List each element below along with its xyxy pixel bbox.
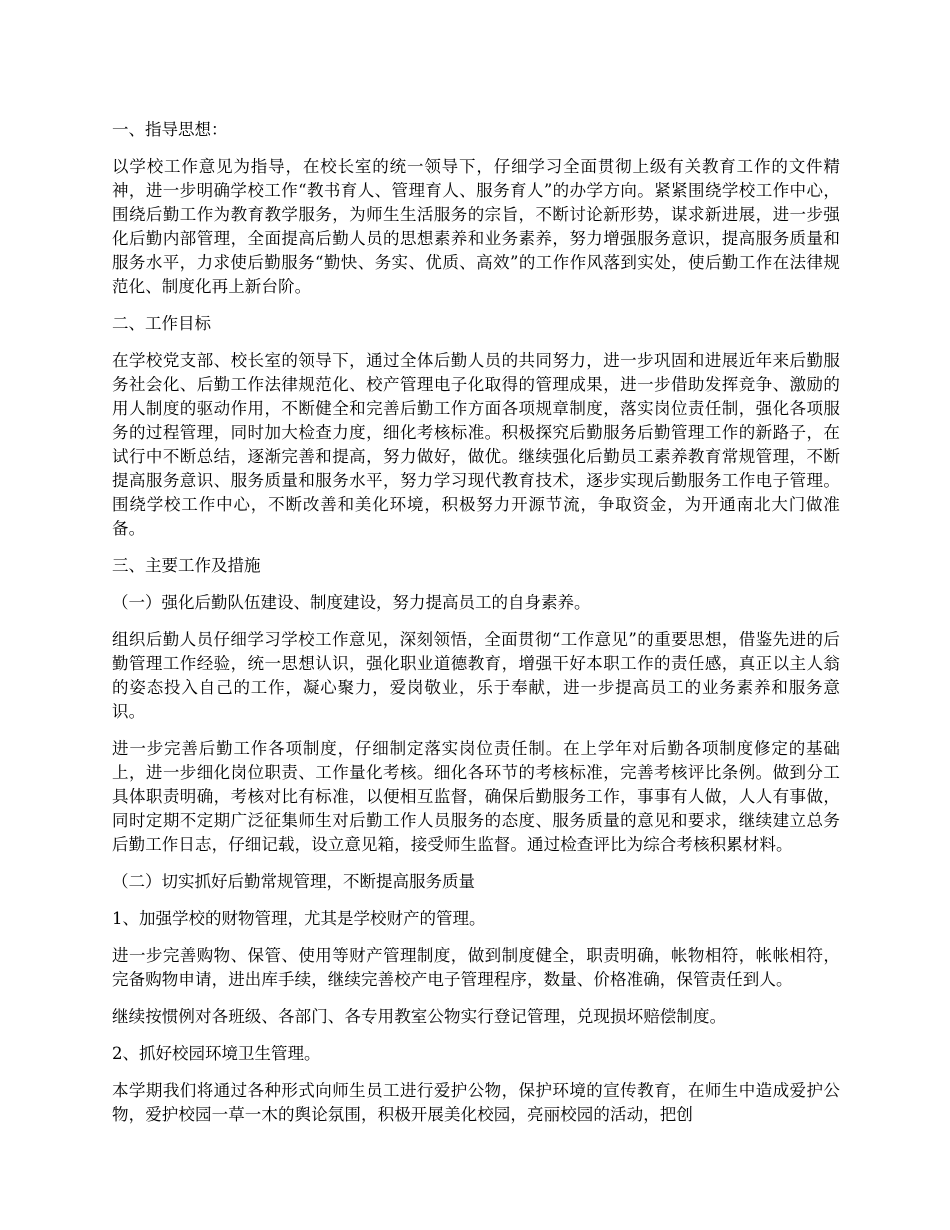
item-heading-property-management: 1、加强学校的财物管理，尤其是学校财产的管理。	[112, 909, 486, 928]
item-heading-environment: 2、抓好校园环境卫生管理。	[112, 1044, 321, 1063]
paragraph-work-goals: 在学校党支部、校长室的领导下，通过全体后勤人员的共同努力，进一步巩固和进展近年来后勤服务社会化、后勤工作法律规范化、校产管理电子化取得的管理成果，进一步借助发挥竞争、激励的用人制度的驱动作用，不断健全和完善后勤工作方面各项规章制度，落实岗位责任制，强化各项服务的过程管理，同时加大检查力度，细化考核标准。积极探究后勤服务后勤管理工作的新路子，在试行中不断总结，逐渐完善和提高，努力做好，做优。继续强化后勤员工素养教育常规管理，不断提高服务意识、服务质量和服务水平，努力学习现代教育技术，逐步实现后勤服务工作电子管理。围绕学校工作中心，不断改善和美化环境，积极努力开源节流，争取资金，为开通南北大门做准备。	[112, 351, 840, 538]
subsection-heading-team-building: （一）强化后勤队伍建设、制度建设，努力提高员工的自身素养。	[112, 593, 591, 612]
section-heading-work-goals: 二、工作目标	[112, 314, 211, 333]
section-heading-guiding-thought: 一、指导思想：	[112, 120, 228, 139]
subsection-heading-routine-management: （二）切实抓好后勤常规管理，不断提高服务质量	[112, 872, 475, 891]
paragraph-team-study: 组织后勤人员仔细学习学校工作意见，深刻领悟，全面贯彻“工作意见”的重要思想，借鉴先进的后勤管理工作经验，统一思想认识，强化职业道德教育，增强干好本职工作的责任感，真正以主人翁的姿态投入自己的工作，凝心聚力，爱岗敬业，乐于奉献，进一步提高员工的业务素养和服务意识。	[112, 630, 840, 721]
paragraph-environment: 本学期我们将通过各种形式向师生员工进行爱护公物，保护环境的宣传教育，在师生中造成爱护公物，爱护校园一草一木的舆论氛围，积极开展美化校园，亮丽校园的活动，把创	[112, 1081, 840, 1124]
document-page	[112, 118, 840, 1140]
paragraph-system-improvement: 进一步完善后勤工作各项制度，仔细制定落实岗位责任制。在上学年对后勤各项制度修定的基础上，进一步细化岗位职责、工作量化考核。细化各环节的考核标准，完善考核评比条例。做到分工具体职责明确，考核对比有标准，以便相互监督，确保后勤服务工作，事事有人做，人人有事做，同时定期不定期广泛征集师生对后勤工作人员服务的态度、服务质量的意见和要求，继续建立总务后勤工作日志，仔细记载，设立意见箱，接受师生监督。通过检查评比为综合考核积累材料。	[112, 739, 840, 854]
paragraph-guiding-thought: 以学校工作意见为指导，在校长室的统一领导下，仔细学习全面贯彻上级有关教育工作的文件精神，进一步明确学校工作“教书育人、管理育人、服务育人”的办学方向。紧紧围绕学校工作中心，围绕后勤工作为教育教学服务，为师生生活服务的宗旨，不断讨论新形势，谋求新进展，进一步强化后勤内部管理，全面提高后勤人员的思想素养和业务素养，努力增强服务意识，提高服务质量和服务水平，力求使后勤服务“勤快、务实、优质、高效”的工作作风落到实处，使后勤工作在法律规范化、制度化再上新台阶。	[112, 157, 840, 296]
paragraph-property-rules: 进一步完善购物、保管、使用等财产管理制度，做到制度健全，职责明确，帐物相符，帐帐相符，完备购物申请，进出库手续，继续完善校产电子管理程序，数量、价格准确，保管责任到人。	[112, 946, 840, 989]
section-heading-main-work: 三、主要工作及措施	[112, 556, 261, 575]
paragraph-registration: 继续按惯例对各班级、各部门、各专用教室公物实行登记管理，兑现损坏赔偿制度。	[112, 1007, 727, 1026]
